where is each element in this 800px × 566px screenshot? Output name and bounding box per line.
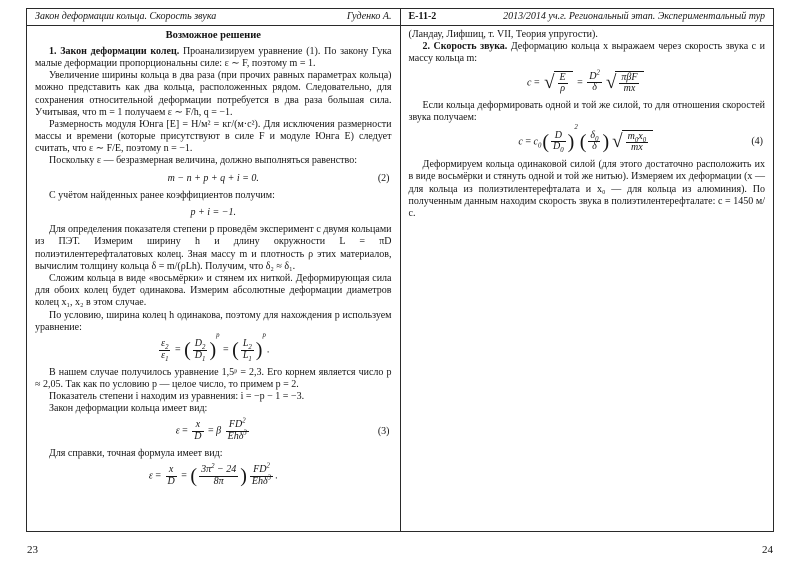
open-paren: ( — [542, 130, 550, 153]
math-text: = — [574, 77, 586, 89]
parenthesized-group: ( $\frac{L_2}{L_1}$ ) p — [232, 331, 266, 363]
paragraph: Сложим кольца в виде «восьмёрки» и стянем их ниткой. Деформирующая сила для обоих колец будет одинакова. Измерим абсолютные деформации диаметров колец x₁, x₂ в этом случае. — [35, 272, 392, 309]
page-left — [27, 9, 400, 531]
math-text: m — [627, 130, 635, 142]
equation-tag: (3) — [377, 425, 390, 437]
subscript: 0 — [634, 136, 639, 144]
fraction — [199, 462, 238, 488]
close-paren: ) — [209, 339, 217, 362]
fraction — [626, 132, 649, 155]
math-text: x — [638, 130, 643, 142]
math-text: ρ — [560, 83, 565, 95]
parenthesized-group — [580, 131, 609, 154]
math-text: FD — [253, 464, 267, 476]
display-equation — [409, 71, 766, 96]
fraction — [551, 131, 566, 154]
close-paren: ) — [602, 130, 610, 153]
parenthesized-group: ( $\frac{D_2}{D_1}$ ) p — [184, 331, 220, 363]
fraction — [250, 462, 273, 488]
fraction-denominator — [166, 477, 177, 488]
fraction-denominator — [241, 351, 254, 362]
paragraph: С учётом найденных ранее коэффициентов получим: — [49, 189, 275, 201]
subscript: 0 — [537, 142, 542, 150]
math-text: πβF — [621, 71, 638, 83]
section-heading: Возможное решение — [165, 30, 261, 41]
radical-sign: √ — [605, 71, 617, 93]
math-text: Ehδ — [251, 475, 268, 487]
page-right-header — [401, 9, 774, 26]
fraction — [241, 339, 254, 362]
radical-sign: √ — [544, 71, 555, 93]
math-text: D — [553, 141, 561, 153]
subscript: 1 — [165, 355, 169, 363]
fraction — [192, 420, 203, 443]
radicand — [615, 71, 644, 96]
math-text: β — [216, 425, 224, 437]
math-text: c — [527, 77, 532, 89]
paragraph: Деформируем кольца одинаковой силой (для этого достаточно расположить их в виде восьмёрки и стянуть одной и той же нитью). Измеряем их деформации (x — для кольца из полиэтилентерефталата и x₀ — для кольца из алюминия). По полученным данным находим скорость звука в полиэтилентерефталате: c = 1450 м/с. — [408, 159, 765, 219]
math-text: D — [194, 337, 203, 349]
subscript: 2 — [202, 343, 206, 351]
page-content-right — [401, 26, 774, 531]
paragraph: Показатель степени i находим из уравнения: i = −p − 1 = −3. — [49, 390, 305, 402]
fraction — [226, 417, 249, 443]
paragraph: Если кольца деформировать одной и той же силой, то для отношения скоростей звука получаем: — [408, 100, 765, 124]
fraction-denominator — [558, 84, 568, 95]
paragraph: Поскольку ε — безразмерная величина, должно выполняться равенство: — [49, 155, 357, 167]
fraction-denominator — [159, 351, 170, 362]
subscript: 0 — [560, 147, 564, 155]
square-root — [544, 71, 573, 96]
math-text: δ — [590, 129, 596, 141]
equation-body — [168, 173, 259, 185]
equation-body — [518, 123, 655, 155]
display-equation — [35, 331, 392, 363]
math-text: δ — [592, 141, 597, 153]
math-text: = — [179, 425, 191, 437]
paragraph-lead: 1. Закон деформации колец. — [49, 45, 180, 57]
superscript: 2 — [596, 69, 600, 77]
math-text: FD — [228, 419, 243, 431]
open-paren: ( — [579, 130, 587, 153]
math-text: Ehδ — [227, 431, 244, 443]
paragraph: Закон деформации кольца имеет вид: — [49, 403, 208, 415]
radicand — [554, 71, 573, 96]
paragraph: По условию, ширина колец h одинакова, поэтому для нахождения p используем уравнение: — [35, 309, 392, 333]
fraction-denominator — [588, 142, 600, 153]
math-text: D — [554, 129, 562, 141]
superscript: 2 — [211, 462, 215, 470]
fraction-denominator — [626, 143, 649, 154]
math-text: = — [152, 470, 164, 482]
display-equation — [35, 462, 392, 488]
fraction-denominator — [192, 432, 203, 443]
group-content — [586, 131, 602, 154]
math-text: − 24 — [214, 464, 237, 476]
fraction — [166, 465, 177, 488]
display-equation — [35, 173, 392, 185]
page-number-right: 24 — [762, 544, 773, 556]
paragraph: В нашем случае получилось уравнение 1,5ᵖ = 2,3. Его корнем является число p ≈ 2,05. Так как по условию p — целое число, то примем p = 2. — [35, 366, 392, 390]
paragraph: Для определения показателя степени p проведём эксперимент с двумя кольцами из ПЭТ. Измерим ширину h и длину окружности L = πD полиэтилентерефталатовых колец. Зная массу m и плотность ρ этих материалов, вычислим толщину кольца δ = m/(ρLh). Получим, что δ₂ ≈ δ₁. — [35, 224, 392, 272]
paragraph-lead: 2. Скорость звука. — [422, 41, 508, 53]
math-text: p + i = −1. — [190, 207, 237, 219]
math-text: D — [194, 349, 203, 361]
page-number-left: 23 — [27, 544, 38, 556]
two-page-spread — [26, 8, 774, 532]
fraction — [159, 339, 170, 362]
equation-body — [190, 207, 236, 219]
fraction-denominator — [250, 474, 273, 488]
math-text: = — [172, 344, 184, 356]
paragraph: Увеличение ширины кольца в два раза (при прочих равных параметрах кольца) можно представить как два кольца, расположенных рядом. Следовательно, для сохранения относительной деформации потребуется в два раза большая сила. Учитывая, что m = 1 получаем ε ∼ F/h, q = −1. — [35, 70, 392, 118]
math-text: D — [589, 70, 597, 82]
math-text: . — [275, 470, 278, 482]
equation-body — [527, 71, 646, 96]
math-text: m − n + p + q + i = 0. — [167, 172, 259, 184]
equation-body — [157, 331, 270, 363]
close-paren: ) — [240, 465, 247, 488]
equation-tag: (2) — [377, 172, 390, 184]
math-text: L — [242, 349, 249, 361]
group-content — [239, 339, 256, 362]
page-left-header — [27, 9, 400, 26]
fraction-denominator — [226, 429, 249, 443]
paragraph: 1. Закон деформации колец. Проанализируем уравнение (1). По закону Гука малые деформации пропорциональны силе: ε ∼ F, поэтому m = 1. — [35, 45, 392, 69]
fraction — [558, 73, 568, 96]
superscript: 3 — [243, 429, 247, 437]
fraction — [587, 69, 602, 95]
fraction — [588, 131, 600, 154]
subscript: 2 — [165, 343, 169, 351]
math-text: . — [266, 344, 270, 356]
superscript: 2 — [266, 462, 270, 470]
math-text: mx — [623, 83, 636, 95]
paragraph: (Ландау, Лифшиц, т. VII, Теория упругости). — [408, 29, 598, 40]
math-text: D — [194, 431, 202, 443]
math-text: = — [178, 470, 190, 482]
superscript: 3 — [267, 474, 272, 482]
fraction-denominator — [587, 83, 602, 94]
parenthesized-group — [190, 462, 247, 488]
display-equation — [409, 123, 766, 155]
author-name: Гуденко А. — [346, 11, 392, 22]
math-text: ε — [161, 349, 166, 361]
math-text: δ — [592, 82, 597, 94]
radical-sign: √ — [612, 130, 623, 152]
parenthesized-group: ( $\frac{D}{D_0}$ ) 2 — [542, 123, 578, 155]
fraction-denominator — [199, 477, 238, 488]
superscript: 2 — [242, 417, 246, 425]
display-equation — [35, 417, 392, 443]
math-text: c — [518, 136, 523, 148]
page-right — [400, 9, 774, 531]
group-content — [191, 339, 210, 362]
open-paren: ( — [232, 339, 239, 362]
math-text: mx — [631, 142, 643, 154]
equation-tag: (4) — [751, 135, 763, 147]
math-text: = — [531, 77, 543, 89]
equation-body — [148, 462, 278, 488]
close-paren: ) — [567, 130, 575, 153]
math-text: = — [220, 344, 232, 356]
math-text: L — [242, 337, 249, 349]
fraction — [619, 73, 639, 96]
equation-body — [175, 417, 251, 443]
group-content — [549, 131, 568, 154]
paragraph: Для справки, точная формула имеет вид: — [49, 447, 223, 459]
running-title-right: 2013/2014 уч.г. Региональный этап. Экспериментальный тур — [503, 11, 765, 22]
page-content-left — [27, 26, 400, 531]
subscript: 0 — [595, 135, 599, 143]
math-text: ε — [161, 337, 166, 349]
subscript: 2 — [248, 343, 252, 351]
subscript: 1 — [202, 355, 206, 363]
math-text: x — [195, 419, 201, 431]
math-text: ε — [175, 425, 180, 437]
open-paren: ( — [190, 465, 198, 488]
math-text: x — [168, 464, 174, 476]
radicand — [622, 130, 654, 155]
math-text: 8π — [213, 475, 224, 487]
math-text: ε — [148, 470, 153, 482]
running-title-left: Закон деформации кольца. Скорость звука — [35, 11, 217, 22]
fraction — [193, 339, 208, 362]
display-equation — [35, 207, 392, 219]
subscript: 0 — [642, 136, 647, 144]
close-paren: ) — [255, 339, 263, 362]
problem-code: Е-11-2 — [408, 11, 437, 22]
group-content — [197, 462, 240, 488]
paragraph: Размерность модуля Юнга [E] = Н/м² = кг/(м·с²). Для исключения размерности массы и времени (которые присутствуют в силе F и модуле Юнга E) следует считать, что ε ∼ F/E, поэтому n = −1. — [35, 118, 392, 155]
math-text: c — [533, 136, 538, 148]
fraction-denominator — [619, 84, 639, 95]
math-text: 3π — [201, 464, 212, 476]
open-paren: ( — [184, 339, 191, 362]
fraction-denominator — [551, 142, 566, 153]
square-root — [612, 130, 653, 155]
square-root — [606, 71, 645, 96]
paragraph: 2. Скорость звука. Деформацию кольца x выражаем через скорость звука c и массу кольца m: — [408, 41, 765, 65]
math-text: = — [205, 425, 217, 437]
subscript: 1 — [248, 355, 252, 363]
math-text: E — [559, 71, 566, 83]
fraction-denominator — [193, 351, 208, 362]
math-text: = — [522, 136, 534, 148]
math-text: D — [167, 475, 175, 487]
